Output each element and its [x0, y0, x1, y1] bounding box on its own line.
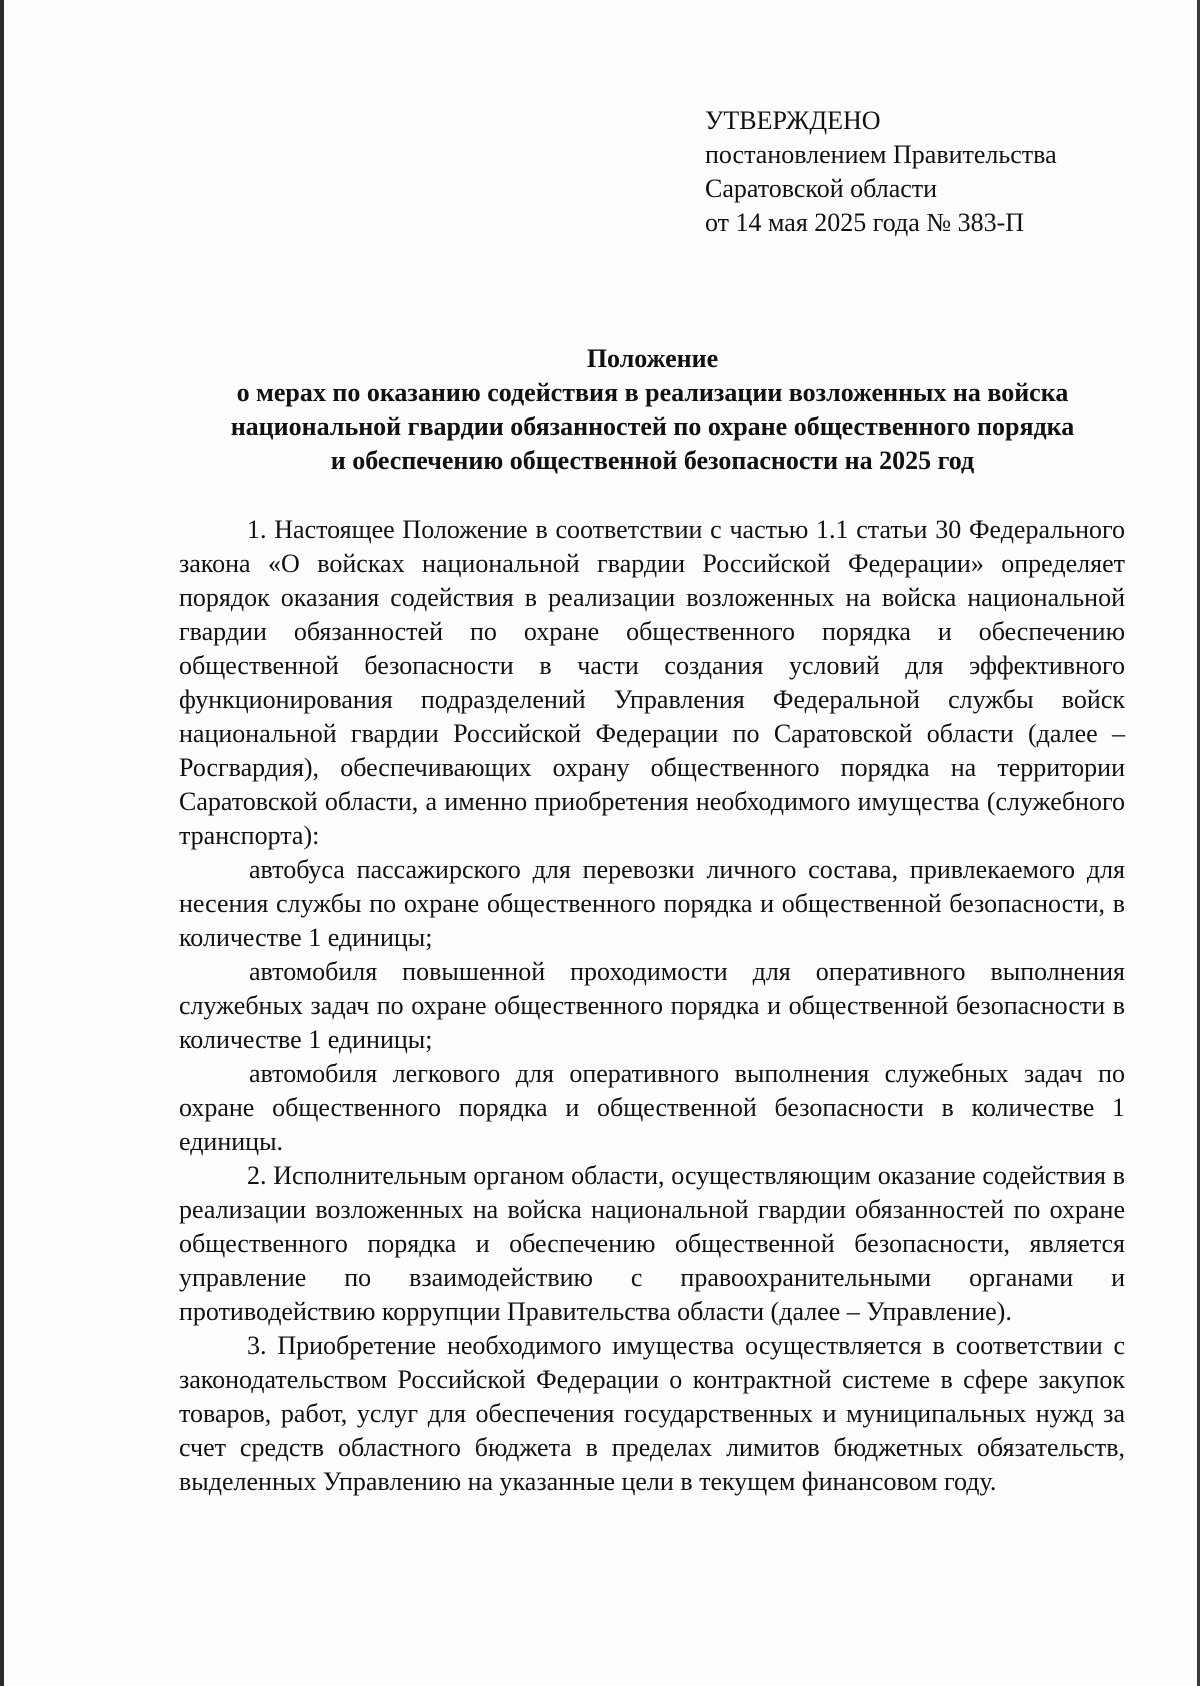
document-body	[179, 513, 1125, 1499]
document-title	[150, 342, 1155, 478]
approval-line-date-number: от 14 мая 2025 года № 383-П	[705, 208, 1025, 237]
title-line-3: национальной гвардии обязанностей по охране общественного порядка	[230, 412, 1075, 441]
paragraph-1: 1. Настоящее Положение в соответствии с частью 1.1 статьи 30 Федерального закона «О войсках национальной гвардии Российской Федерации» определяет порядок оказания содействия в реализации возложенных на войска национальной гвардии обязанностей по охране общественного порядка и обеспечению общественной безопасности в части создания условий для эффективного функционирования подразделений Управления Федеральной службы войск национальной гвардии Российской Федерации по Саратовской области (далее – Росгвардия), обеспечивающих охрану общественного порядка на территории Саратовской области, а именно приобретения необходимого имущества (служебного транспорта):	[179, 515, 1125, 850]
title-line-2: о мерах по оказанию содействия в реализации возложенных на войска	[236, 378, 1069, 407]
approval-line-resolution: постановлением Правительства	[705, 140, 1057, 169]
paragraph-1-passenger-car: автомобиля легкового для оперативного выполнения служебных задач по охране общественного порядка и общественной безопасности в количестве 1 единицы.	[179, 1059, 1125, 1156]
paragraph-3: 3. Приобретение необходимого имущества осуществляется в соответствии с законодательством Российской Федерации о контрактной системе в сфере закупок товаров, работ, услуг для обеспечения государственных и муниципальных нужд за счет средств областного бюджета в пределах лимитов бюджетных обязательств, выделенных Управлению на указанные цели в текущем финансовом году.	[179, 1331, 1125, 1496]
approval-heading: УТВЕРЖДЕНО	[705, 106, 881, 135]
title-line-4: и обеспечению общественной безопасности на 2025 год	[330, 446, 975, 475]
scan-edge-left	[0, 0, 4, 1686]
approval-stamp-block	[705, 104, 1165, 240]
paragraph-2: 2. Исполнительным органом области, осуществляющим оказание содействия в реализации возложенных на войска национальной гвардии обязанностей по охране общественного порядка и обеспечению общественной безопасности, является управление по взаимодействию с правоохранительными органами и противодействию коррупции Правительства области (далее – Управление).	[179, 1161, 1125, 1326]
paragraph-1-bus: автобуса пассажирского для перевозки личного состава, привлекаемого для несения службы по охране общественного порядка и общественной безопасности, в количестве 1 единицы;	[179, 855, 1125, 952]
title-line-1: Положение	[586, 344, 719, 373]
paragraph-1-offroad-vehicle: автомобиля повышенной проходимости для оперативного выполнения служебных задач по охране общественного порядка и общественной безопасности в количестве 1 единицы;	[179, 957, 1125, 1054]
approval-line-region: Саратовской области	[705, 174, 938, 203]
